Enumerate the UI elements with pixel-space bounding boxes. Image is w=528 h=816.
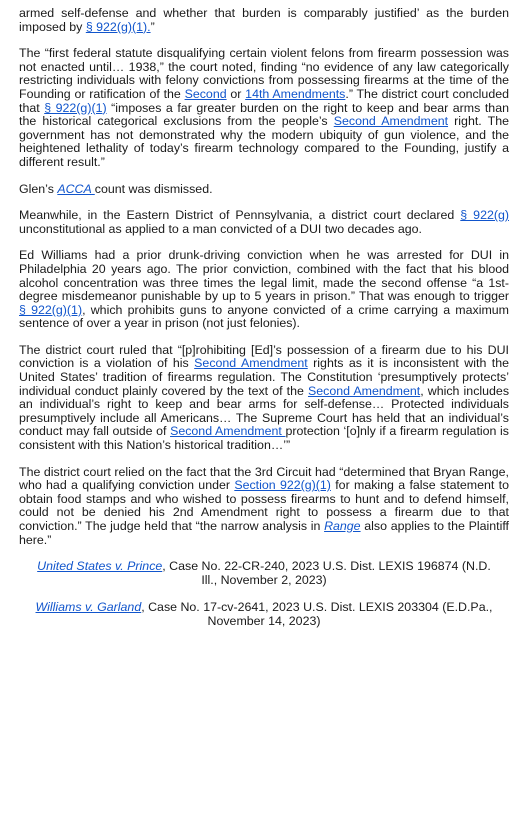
link-922-g-1[interactable]: § 922(g)(1). (85, 19, 151, 34)
text-run: Ed Williams had a prior drunk-driving conviction when he was arrested for DUI in Philadelphia 20 years ago. The prior conviction, combined with the fact that his blood alcohol concentration was three times the legal limit, made the second offense “a 1st-degree misdemeanor punishable by up to 5 years in prison.” That was enough to trigger (19, 248, 509, 304)
link-922-g-1[interactable]: § 922(g)(1) (19, 302, 83, 317)
paragraph-4 (19, 209, 509, 236)
link-section-922-g-1[interactable]: Section 922(g)(1) (234, 478, 331, 493)
text-run: ” (150, 19, 155, 34)
paragraph-1 (19, 7, 509, 34)
body-text (19, 7, 509, 547)
citation-1 (19, 560, 509, 587)
paragraph-7 (19, 466, 509, 548)
text-run: Glen’s (19, 181, 58, 196)
link-williams-v-garland[interactable]: Williams v. Garland (35, 600, 142, 615)
citations (19, 560, 509, 628)
paragraph-6 (19, 344, 509, 453)
text-run: for making a false statement to obtain food stamps and who wished to possess firearms to hunt and to defend himself, could not be denied his 2nd Amendment right to possess a firearm due to that conviction.” The judge held that “the narrow analysis in (19, 478, 509, 533)
link-second[interactable]: Second (184, 86, 227, 101)
document-page (19, 7, 509, 643)
text-run: unconstitutional as applied to a man convicted of a DUI two decades ago. (19, 221, 422, 236)
link-14th-amendments[interactable]: 14th Amendments (245, 86, 346, 101)
link-second-amendment[interactable]: Second Amendment (194, 356, 308, 371)
link-second-amendment[interactable]: Second Amendment (307, 383, 421, 398)
text-run: count was dismissed. (94, 181, 213, 196)
text-run: , Case No. 17-cv-2641, 2023 U.S. Dist. LEXIS 203304 (E.D.Pa., November 14, 2023) (141, 600, 493, 628)
text-run: or (226, 86, 246, 101)
text-run: Meanwhile, in the Eastern District of Pennsylvania, a district court declared (19, 208, 461, 223)
paragraph-2 (19, 47, 509, 169)
text-run: The “first federal statute disqualifying certain violent felons from firearm possession was not enacted until… 1938,” the court noted, finding “no evidence of any law categorically restricting individuals with felony convictions from possessing firearms at the time of the Founding or ratification of the (19, 46, 509, 101)
link-acca[interactable]: ACCA (57, 181, 95, 196)
text-run: , Case No. 22-CR-240, 2023 U.S. Dist. LEXIS 196874 (N.D. Ill., November 2, 2023) (162, 559, 491, 587)
link-united-states-v-prince[interactable]: United States v. Prince (37, 559, 163, 574)
link-second-amendment[interactable]: Second Amendment (170, 424, 286, 439)
text-run: , which prohibits guns to anyone convicted of a crime carrying a maximum sentence of over a year in prison (not just felonies). (19, 302, 509, 331)
text-run: protection ‘[o]nly if a firearm regulation is consistent with this Nation’s historical tradition…’” (19, 424, 510, 453)
text-run: right. The government has not demonstrated why the modern ubiquity of gun violence, and the heightened lethality of today’s firearm technology compared to the Founding, justify a different result.” (19, 114, 509, 169)
citation-2 (19, 601, 509, 628)
paragraph-3 (19, 183, 509, 197)
text-run: armed self-defense and whether that burden is comparably justified’ as the burden imposed by (19, 6, 509, 34)
text-run: The district court ruled that “[p]rohibiting [Ed]’s possession of a firearm due to his DUI conviction is a violation of his (19, 342, 509, 371)
text-run: The district court relied on the fact that the 3rd Circuit had “determined that Bryan Range, who had a qualifying conviction under (19, 464, 509, 493)
link-922-g[interactable]: § 922(g) (460, 208, 509, 223)
text-run: , which includes an individual’s right to keep and bear arms for self-defense… Protected individuals presumptively include all Americans… The Supreme Court has held that an individual’s conduct may fall outside of (19, 383, 510, 439)
link-922-g-1[interactable]: § 922(g)(1) (44, 100, 107, 115)
paragraph-5 (19, 249, 509, 331)
text-run: “imposes a far greater burden on the right to keep and bear arms than the historical categorical exclusions from the people’s (19, 100, 509, 129)
text-run: also applies to the Plaintiff here.” (19, 519, 509, 547)
link-second-amendment[interactable]: Second Amendment (333, 114, 449, 129)
text-run: rights as it is inconsistent with the United States’ tradition of firearms regulation. The Constitution ‘presumptively protects’ individual conduct plainly covered by the text of the (19, 356, 509, 398)
text-run: .” The district court concluded that (19, 86, 509, 115)
link-range[interactable]: Range (324, 519, 361, 533)
